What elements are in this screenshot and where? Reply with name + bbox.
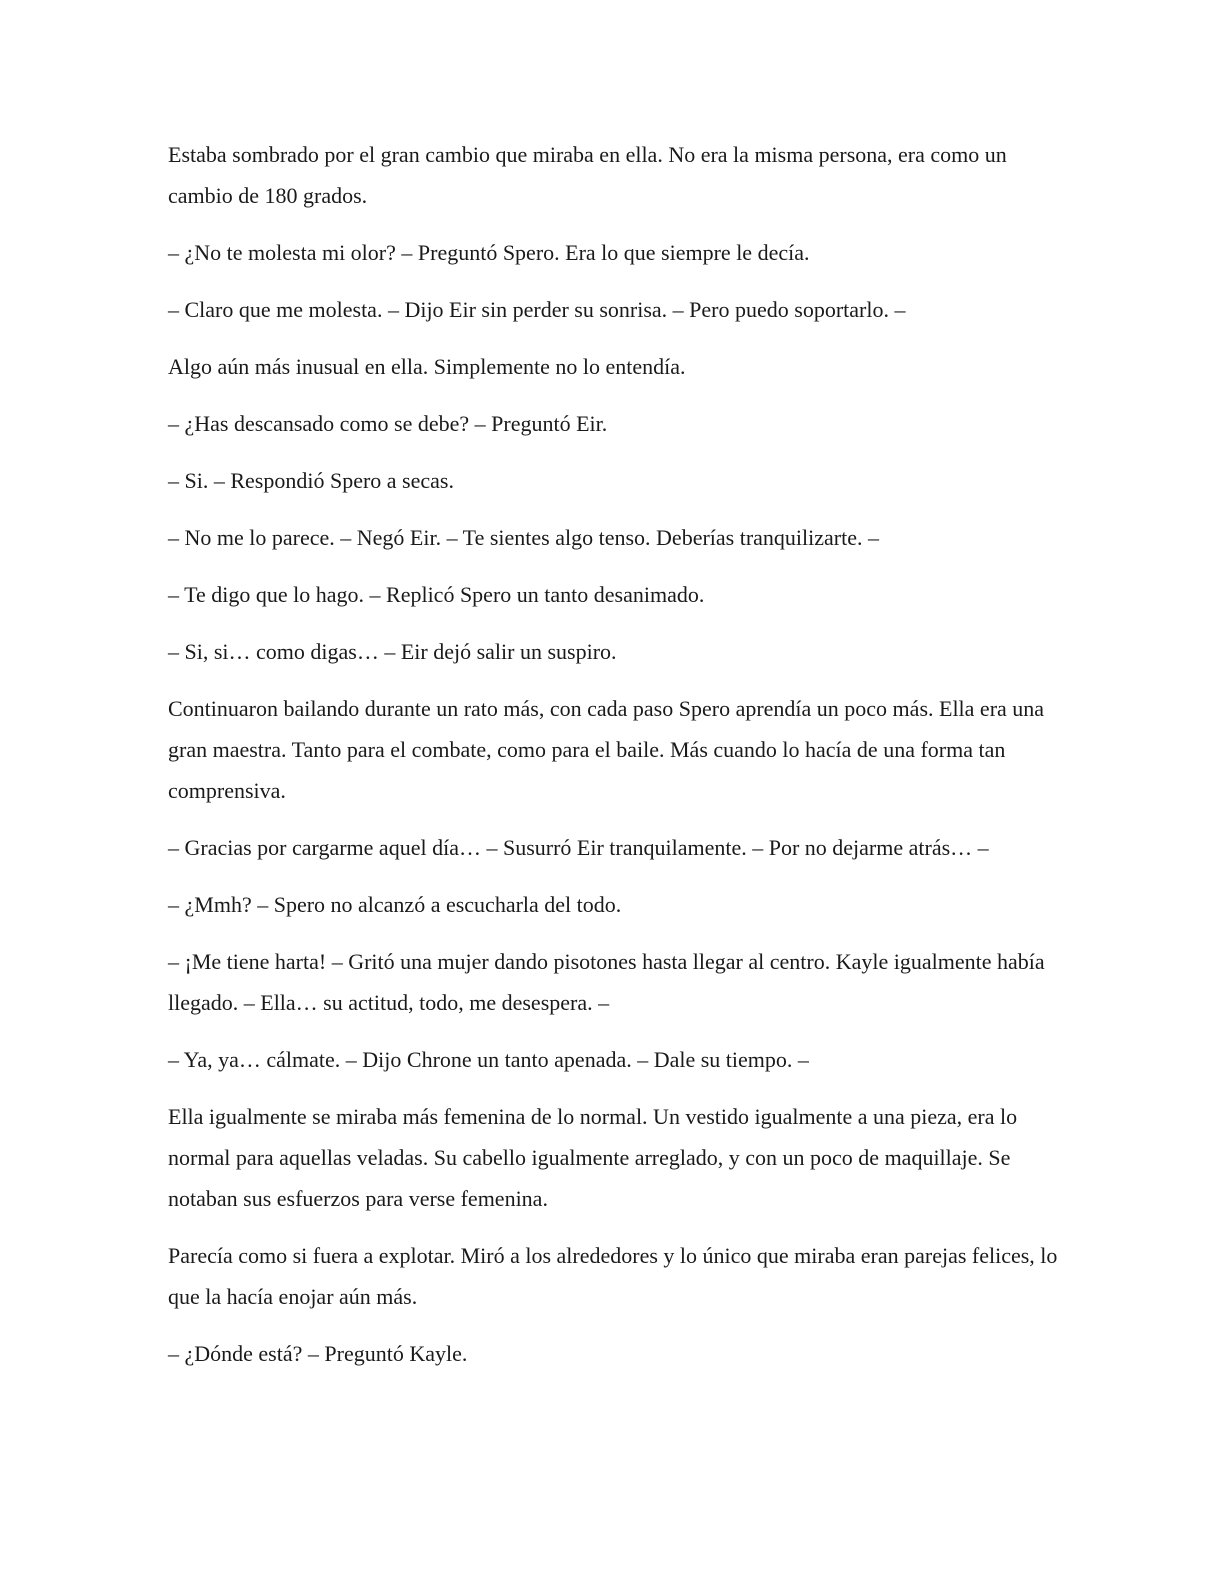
paragraph: – ¿Mmh? – Spero no alcanzó a escucharla del todo. [168, 892, 622, 917]
paragraph: Estaba sombrado por el gran cambio que miraba en ella. No era la misma persona, era como un cambio de 180 grados. [168, 142, 1007, 208]
paragraph: Algo aún más inusual en ella. Simplemente no lo entendía. [168, 354, 686, 379]
paragraph: – ¡Me tiene harta! – Gritó una mujer dando pisotones hasta llegar al centro. Kayle igualmente había llegado. – Ella… su actitud, todo, me desespera. – [168, 949, 1045, 1015]
paragraph: – Te digo que lo hago. – Replicó Spero un tanto desanimado. [168, 582, 705, 607]
paragraph: Parecía como si fuera a explotar. Miró a los alrededores y lo único que miraba eran parejas felices, lo que la hacía enojar aún más. [168, 1243, 1058, 1309]
paragraph: – Si. – Respondió Spero a secas. [168, 468, 454, 493]
paragraph: – ¿Dónde está? – Preguntó Kayle. [168, 1341, 468, 1366]
paragraph: – ¿No te molesta mi olor? – Preguntó Spero. Era lo que siempre le decía. [168, 240, 810, 265]
paragraph: – No me lo parece. – Negó Eir. – Te sientes algo tenso. Deberías tranquilizarte. – [168, 525, 879, 550]
paragraph: – Claro que me molesta. – Dijo Eir sin perder su sonrisa. – Pero puedo soportarlo. – [168, 297, 906, 322]
paragraph: Ella igualmente se miraba más femenina de lo normal. Un vestido igualmente a una pieza, era lo normal para aquellas veladas. Su cabello igualmente arreglado, y con un poco de maquillaje. Se notaban sus esfuerzos para verse femenina. [168, 1104, 1018, 1211]
paragraph: – Ya, ya… cálmate. – Dijo Chrone un tanto apenada. – Dale su tiempo. – [168, 1047, 809, 1072]
paragraph: – Gracias por cargarme aquel día… – Susurró Eir tranquilamente. – Por no dejarme atrás… – [168, 835, 989, 860]
paragraph: Continuaron bailando durante un rato más, con cada paso Spero aprendía un poco más. Ella era una gran maestra. Tanto para el combate, como para el baile. Más cuando lo hacía de una forma tan comprensiva. [168, 696, 1045, 803]
document-page [168, 134, 1058, 1390]
paragraph: – Si, si… como digas… – Eir dejó salir un suspiro. [168, 639, 617, 664]
paragraph: – ¿Has descansado como se debe? – Preguntó Eir. [168, 411, 608, 436]
